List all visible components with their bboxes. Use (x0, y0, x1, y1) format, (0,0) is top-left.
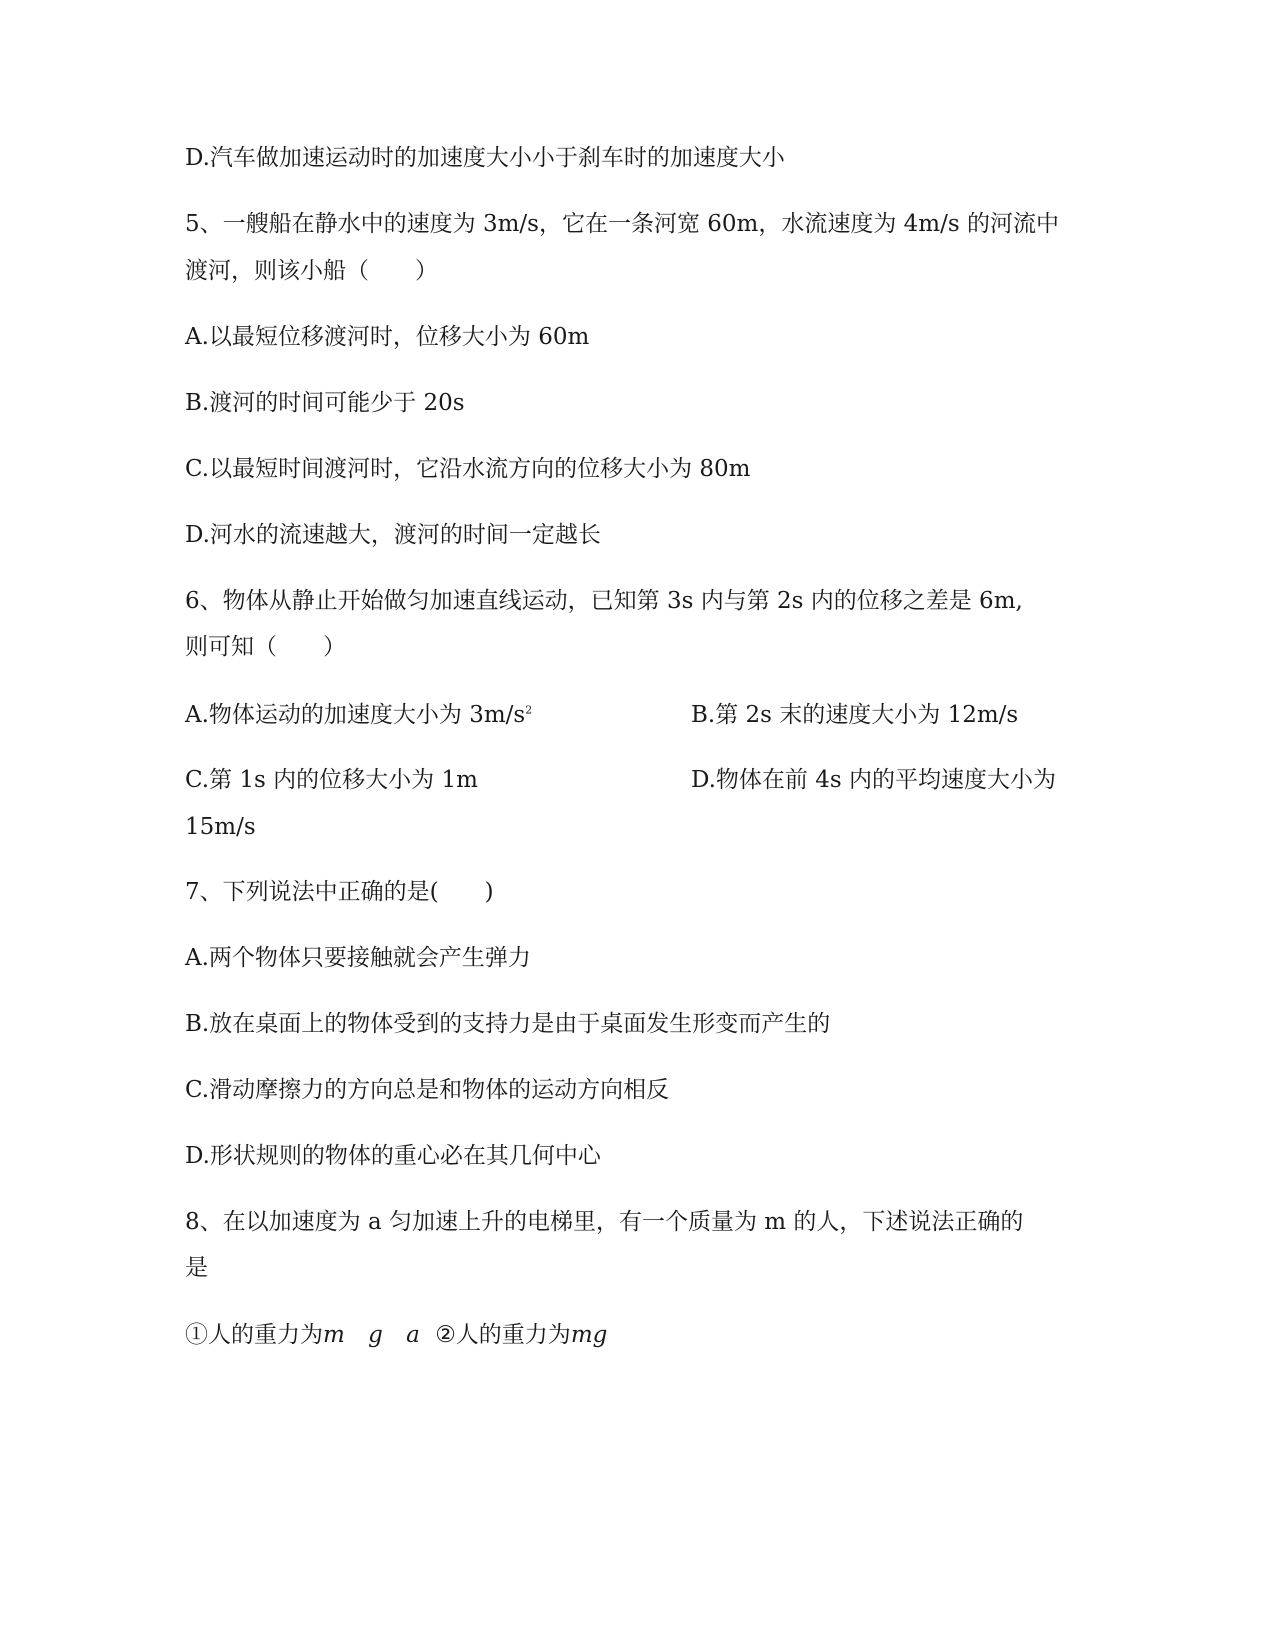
q8-item2-label: ②人的重力为 (435, 1322, 571, 1348)
q5-option-d: D.河水的流速越大，渡河的时间一定越长 (185, 522, 601, 548)
q8-items (185, 1320, 607, 1350)
q6-option-a-superscript: 2 (525, 703, 533, 717)
q6-option-a-text: A.物体运动的加速度大小为 3m/s (185, 702, 526, 728)
q8-item1-formula: m g a (323, 1322, 428, 1348)
q7-stem: 7、下列说法中正确的是( ) (185, 879, 494, 905)
q7-option-d: D.形状规则的物体的重心必在其几何中心 (185, 1143, 601, 1169)
q5-stem-line1: 5、一艘船在静水中的速度为 3m/s，它在一条河宽 60m，水流速度为 4m/s 的河流中 (185, 211, 1059, 237)
q6-option-a (185, 700, 532, 730)
q5-stem-line2: 渡河，则该小船（ ） (185, 258, 438, 284)
q5-option-c: C.以最短时间渡河时，它沿水流方向的位移大小为 80m (185, 456, 751, 482)
q5-option-b: B.渡河的时间可能少于 20s (185, 390, 465, 416)
q7-option-c: C.滑动摩擦力的方向总是和物体的运动方向相反 (185, 1077, 670, 1103)
q6-option-d-line2: 15m/s (185, 814, 256, 840)
q6-option-d-line1: D.物体在前 4s 内的平均速度大小为 (691, 767, 1056, 793)
q6-option-b: B.第 2s 末的速度大小为 12m/s (691, 702, 1019, 728)
q8-item2-formula: mg (570, 1322, 608, 1348)
q6-option-c: C.第 1s 内的位移大小为 1m (185, 767, 478, 793)
q5-option-a: A.以最短位移渡河时，位移大小为 60m (185, 324, 590, 350)
q7-option-a: A.两个物体只要接触就会产生弹力 (185, 945, 531, 971)
q8-stem-line1: 8、在以加速度为 a 匀加速上升的电梯里，有一个质量为 m 的人，下述说法正确的 (185, 1209, 1024, 1235)
q8-stem-line2: 是 (185, 1255, 208, 1281)
q8-item1-label: ①人的重力为 (185, 1322, 323, 1348)
q6-stem-line1: 6、物体从静止开始做匀加速直线运动，已知第 3s 内与第 2s 内的位移之差是 6m, (185, 588, 1023, 614)
q6-stem-line2: 则可知（ ） (185, 634, 346, 660)
q7-option-b: B.放在桌面上的物体受到的支持力是由于桌面发生形变而产生的 (185, 1011, 831, 1037)
q4-option-d: D.汽车做加速运动时的加速度大小小于刹车时的加速度大小 (185, 145, 785, 171)
